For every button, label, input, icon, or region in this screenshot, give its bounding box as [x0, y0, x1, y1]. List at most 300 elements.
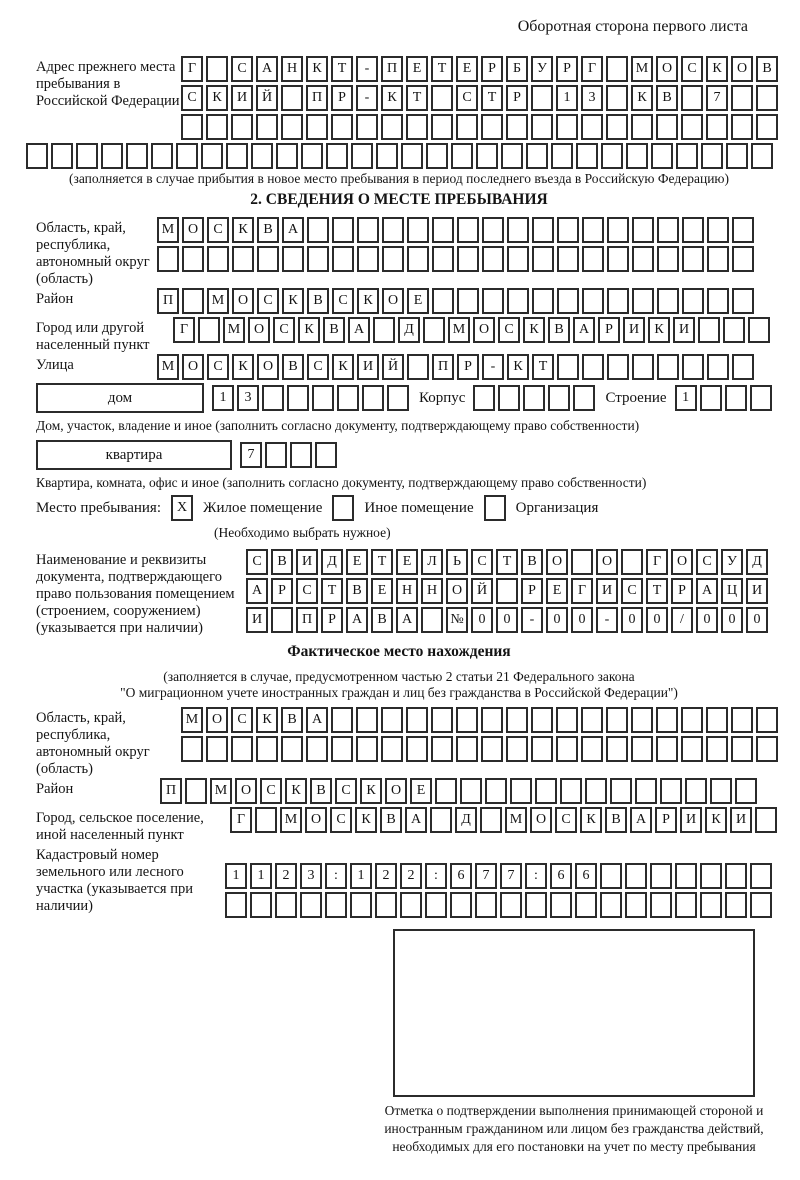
- char-cell[interactable]: И: [673, 317, 695, 343]
- char-cell[interactable]: [26, 143, 48, 169]
- char-cell[interactable]: [506, 114, 528, 140]
- char-cell[interactable]: [231, 736, 253, 762]
- char-cell[interactable]: [700, 385, 722, 411]
- char-cell[interactable]: П: [432, 354, 454, 380]
- char-cell[interactable]: [306, 114, 328, 140]
- char-cell[interactable]: [357, 217, 379, 243]
- char-cell[interactable]: 6: [575, 863, 597, 889]
- char-cell[interactable]: С: [681, 56, 703, 82]
- char-cell[interactable]: [725, 863, 747, 889]
- char-cell[interactable]: [480, 807, 502, 833]
- char-cell[interactable]: [337, 385, 359, 411]
- char-cell[interactable]: [206, 114, 228, 140]
- char-cell[interactable]: [431, 114, 453, 140]
- char-cell[interactable]: [682, 354, 704, 380]
- char-cell[interactable]: [225, 892, 247, 918]
- char-cell[interactable]: К: [206, 85, 228, 111]
- char-cell[interactable]: [432, 246, 454, 272]
- char-cell[interactable]: [460, 778, 482, 804]
- char-cell[interactable]: К: [282, 288, 304, 314]
- char-cell[interactable]: В: [310, 778, 332, 804]
- char-cell[interactable]: 6: [550, 863, 572, 889]
- char-cell[interactable]: [281, 85, 303, 111]
- char-cell[interactable]: [750, 892, 772, 918]
- char-cell[interactable]: [407, 217, 429, 243]
- char-cell[interactable]: В: [371, 607, 393, 633]
- char-cell[interactable]: Е: [396, 549, 418, 575]
- char-cell[interactable]: [255, 807, 277, 833]
- char-cell[interactable]: [287, 385, 309, 411]
- char-cell[interactable]: Р: [321, 607, 343, 633]
- char-cell[interactable]: [732, 288, 754, 314]
- char-cell[interactable]: [426, 143, 448, 169]
- char-cell[interactable]: -: [356, 56, 378, 82]
- char-cell[interactable]: [756, 85, 778, 111]
- char-cell[interactable]: [382, 246, 404, 272]
- char-cell[interactable]: О: [182, 217, 204, 243]
- char-cell[interactable]: [101, 143, 123, 169]
- char-cell[interactable]: [185, 778, 207, 804]
- char-cell[interactable]: И: [680, 807, 702, 833]
- char-cell[interactable]: [331, 736, 353, 762]
- char-cell[interactable]: [706, 114, 728, 140]
- char-cell[interactable]: [632, 354, 654, 380]
- char-cell[interactable]: [201, 143, 223, 169]
- char-cell[interactable]: [315, 442, 337, 468]
- char-cell[interactable]: П: [296, 607, 318, 633]
- char-cell[interactable]: С: [621, 578, 643, 604]
- char-cell[interactable]: Т: [331, 56, 353, 82]
- char-cell[interactable]: №: [446, 607, 468, 633]
- char-cell[interactable]: [481, 736, 503, 762]
- char-cell[interactable]: К: [232, 354, 254, 380]
- char-cell[interactable]: [531, 85, 553, 111]
- char-cell[interactable]: [350, 892, 372, 918]
- char-cell[interactable]: К: [580, 807, 602, 833]
- char-cell[interactable]: [560, 778, 582, 804]
- char-cell[interactable]: [607, 246, 629, 272]
- char-cell[interactable]: О: [257, 354, 279, 380]
- char-cell[interactable]: [707, 217, 729, 243]
- char-cell[interactable]: [660, 778, 682, 804]
- char-cell[interactable]: 0: [621, 607, 643, 633]
- char-cell[interactable]: [387, 385, 409, 411]
- char-cell[interactable]: [206, 56, 228, 82]
- char-cell[interactable]: [582, 246, 604, 272]
- char-cell[interactable]: [406, 736, 428, 762]
- char-cell[interactable]: [431, 736, 453, 762]
- char-cell[interactable]: М: [207, 288, 229, 314]
- char-cell[interactable]: [507, 288, 529, 314]
- char-cell[interactable]: В: [380, 807, 402, 833]
- char-cell[interactable]: [676, 143, 698, 169]
- char-cell[interactable]: [232, 246, 254, 272]
- char-cell[interactable]: К: [648, 317, 670, 343]
- char-cell[interactable]: [606, 56, 628, 82]
- char-cell[interactable]: 1: [556, 85, 578, 111]
- char-cell[interactable]: /: [671, 607, 693, 633]
- char-cell[interactable]: [506, 736, 528, 762]
- char-cell[interactable]: Б: [506, 56, 528, 82]
- char-cell[interactable]: [600, 892, 622, 918]
- char-cell[interactable]: Т: [371, 549, 393, 575]
- char-cell[interactable]: [473, 385, 495, 411]
- char-cell[interactable]: [151, 143, 173, 169]
- char-cell[interactable]: [485, 778, 507, 804]
- char-cell[interactable]: Ц: [721, 578, 743, 604]
- char-cell[interactable]: [532, 288, 554, 314]
- char-cell[interactable]: К: [232, 217, 254, 243]
- char-cell[interactable]: В: [271, 549, 293, 575]
- char-cell[interactable]: О: [530, 807, 552, 833]
- char-cell[interactable]: [182, 288, 204, 314]
- char-cell[interactable]: [575, 892, 597, 918]
- char-cell[interactable]: [601, 143, 623, 169]
- char-cell[interactable]: [507, 246, 529, 272]
- char-cell[interactable]: Д: [398, 317, 420, 343]
- char-cell[interactable]: [700, 863, 722, 889]
- char-cell[interactable]: К: [507, 354, 529, 380]
- char-cell[interactable]: [731, 707, 753, 733]
- char-cell[interactable]: 3: [300, 863, 322, 889]
- char-cell[interactable]: А: [282, 217, 304, 243]
- char-cell[interactable]: [265, 442, 287, 468]
- char-cell[interactable]: [707, 288, 729, 314]
- char-cell[interactable]: У: [531, 56, 553, 82]
- char-cell[interactable]: [756, 707, 778, 733]
- char-cell[interactable]: О: [305, 807, 327, 833]
- char-cell[interactable]: [276, 143, 298, 169]
- char-cell[interactable]: [207, 246, 229, 272]
- char-cell[interactable]: В: [656, 85, 678, 111]
- char-cell[interactable]: В: [548, 317, 570, 343]
- char-cell[interactable]: [435, 778, 457, 804]
- char-cell[interactable]: 7: [240, 442, 262, 468]
- char-cell[interactable]: [707, 354, 729, 380]
- char-cell[interactable]: К: [381, 85, 403, 111]
- char-cell[interactable]: [751, 143, 773, 169]
- char-cell[interactable]: Т: [496, 549, 518, 575]
- char-cell[interactable]: П: [381, 56, 403, 82]
- char-cell[interactable]: В: [282, 354, 304, 380]
- char-cell[interactable]: [457, 246, 479, 272]
- char-cell[interactable]: В: [307, 288, 329, 314]
- char-cell[interactable]: А: [405, 807, 427, 833]
- char-cell[interactable]: [432, 217, 454, 243]
- char-cell[interactable]: С: [296, 578, 318, 604]
- char-cell[interactable]: Д: [321, 549, 343, 575]
- char-cell[interactable]: 1: [212, 385, 234, 411]
- char-cell[interactable]: [262, 385, 284, 411]
- char-cell[interactable]: С: [555, 807, 577, 833]
- char-cell[interactable]: [281, 736, 303, 762]
- char-cell[interactable]: [731, 736, 753, 762]
- char-cell[interactable]: И: [246, 607, 268, 633]
- char-cell[interactable]: [182, 246, 204, 272]
- char-cell[interactable]: О: [382, 288, 404, 314]
- char-cell[interactable]: А: [256, 56, 278, 82]
- char-cell[interactable]: М: [157, 354, 179, 380]
- char-cell[interactable]: [682, 288, 704, 314]
- checkbox-organization[interactable]: [484, 495, 506, 521]
- char-cell[interactable]: [401, 143, 423, 169]
- char-cell[interactable]: И: [730, 807, 752, 833]
- char-cell[interactable]: [523, 385, 545, 411]
- char-cell[interactable]: [381, 707, 403, 733]
- char-cell[interactable]: [625, 863, 647, 889]
- char-cell[interactable]: [626, 143, 648, 169]
- char-cell[interactable]: В: [756, 56, 778, 82]
- char-cell[interactable]: М: [448, 317, 470, 343]
- char-cell[interactable]: И: [746, 578, 768, 604]
- char-cell[interactable]: М: [280, 807, 302, 833]
- char-cell[interactable]: Г: [181, 56, 203, 82]
- char-cell[interactable]: [251, 143, 273, 169]
- char-cell[interactable]: Й: [471, 578, 493, 604]
- char-cell[interactable]: Д: [746, 549, 768, 575]
- char-cell[interactable]: [506, 707, 528, 733]
- char-cell[interactable]: [606, 736, 628, 762]
- char-cell[interactable]: В: [281, 707, 303, 733]
- char-cell[interactable]: М: [181, 707, 203, 733]
- char-cell[interactable]: С: [181, 85, 203, 111]
- char-cell[interactable]: В: [521, 549, 543, 575]
- char-cell[interactable]: [656, 736, 678, 762]
- char-cell[interactable]: С: [307, 354, 329, 380]
- char-cell[interactable]: 0: [496, 607, 518, 633]
- char-cell[interactable]: С: [335, 778, 357, 804]
- char-cell[interactable]: М: [223, 317, 245, 343]
- char-cell[interactable]: С: [332, 288, 354, 314]
- char-cell[interactable]: К: [706, 56, 728, 82]
- char-cell[interactable]: О: [671, 549, 693, 575]
- char-cell[interactable]: 0: [471, 607, 493, 633]
- char-cell[interactable]: А: [306, 707, 328, 733]
- char-cell[interactable]: [307, 217, 329, 243]
- char-cell[interactable]: А: [346, 607, 368, 633]
- char-cell[interactable]: :: [425, 863, 447, 889]
- char-cell[interactable]: Г: [646, 549, 668, 575]
- char-cell[interactable]: [475, 892, 497, 918]
- char-cell[interactable]: У: [721, 549, 743, 575]
- char-cell[interactable]: [675, 863, 697, 889]
- char-cell[interactable]: С: [456, 85, 478, 111]
- char-cell[interactable]: 7: [500, 863, 522, 889]
- char-cell[interactable]: М: [631, 56, 653, 82]
- char-cell[interactable]: [531, 736, 553, 762]
- char-cell[interactable]: 7: [475, 863, 497, 889]
- char-cell[interactable]: [682, 217, 704, 243]
- char-cell[interactable]: [548, 385, 570, 411]
- char-cell[interactable]: [326, 143, 348, 169]
- char-cell[interactable]: [585, 778, 607, 804]
- char-cell[interactable]: [631, 736, 653, 762]
- char-cell[interactable]: [685, 778, 707, 804]
- char-cell[interactable]: Г: [571, 578, 593, 604]
- char-cell[interactable]: [657, 354, 679, 380]
- char-cell[interactable]: 2: [375, 863, 397, 889]
- char-cell[interactable]: [357, 246, 379, 272]
- char-cell[interactable]: Г: [230, 807, 252, 833]
- char-cell[interactable]: П: [157, 288, 179, 314]
- char-cell[interactable]: И: [623, 317, 645, 343]
- char-cell[interactable]: [451, 143, 473, 169]
- char-cell[interactable]: В: [346, 578, 368, 604]
- char-cell[interactable]: К: [285, 778, 307, 804]
- char-cell[interactable]: [582, 217, 604, 243]
- char-cell[interactable]: С: [471, 549, 493, 575]
- char-cell[interactable]: [600, 863, 622, 889]
- char-cell[interactable]: О: [546, 549, 568, 575]
- char-cell[interactable]: [431, 85, 453, 111]
- char-cell[interactable]: [756, 736, 778, 762]
- char-cell[interactable]: Р: [271, 578, 293, 604]
- char-cell[interactable]: Н: [396, 578, 418, 604]
- char-cell[interactable]: [750, 863, 772, 889]
- char-cell[interactable]: С: [231, 56, 253, 82]
- char-cell[interactable]: О: [731, 56, 753, 82]
- char-cell[interactable]: [556, 114, 578, 140]
- char-cell[interactable]: [290, 442, 312, 468]
- char-cell[interactable]: [656, 114, 678, 140]
- char-cell[interactable]: [282, 246, 304, 272]
- char-cell[interactable]: [606, 707, 628, 733]
- char-cell[interactable]: [356, 736, 378, 762]
- char-cell[interactable]: [400, 892, 422, 918]
- char-cell[interactable]: [362, 385, 384, 411]
- char-cell[interactable]: [710, 778, 732, 804]
- char-cell[interactable]: [698, 317, 720, 343]
- char-cell[interactable]: [576, 143, 598, 169]
- char-cell[interactable]: [482, 246, 504, 272]
- char-cell[interactable]: [531, 114, 553, 140]
- char-cell[interactable]: [550, 892, 572, 918]
- char-cell[interactable]: [732, 246, 754, 272]
- char-cell[interactable]: [656, 707, 678, 733]
- char-cell[interactable]: [756, 114, 778, 140]
- char-cell[interactable]: [731, 85, 753, 111]
- char-cell[interactable]: [681, 736, 703, 762]
- char-cell[interactable]: 2: [275, 863, 297, 889]
- char-cell[interactable]: [482, 217, 504, 243]
- char-cell[interactable]: [635, 778, 657, 804]
- char-cell[interactable]: [301, 143, 323, 169]
- char-cell[interactable]: [551, 143, 573, 169]
- char-cell[interactable]: В: [323, 317, 345, 343]
- char-cell[interactable]: 1: [675, 385, 697, 411]
- char-cell[interactable]: [481, 707, 503, 733]
- char-cell[interactable]: 0: [696, 607, 718, 633]
- char-cell[interactable]: Р: [598, 317, 620, 343]
- char-cell[interactable]: [657, 288, 679, 314]
- char-cell[interactable]: [657, 217, 679, 243]
- char-cell[interactable]: [621, 549, 643, 575]
- char-cell[interactable]: С: [260, 778, 282, 804]
- char-cell[interactable]: Р: [506, 85, 528, 111]
- char-cell[interactable]: Е: [346, 549, 368, 575]
- char-cell[interactable]: [382, 217, 404, 243]
- char-cell[interactable]: [198, 317, 220, 343]
- char-cell[interactable]: [406, 114, 428, 140]
- char-cell[interactable]: [332, 217, 354, 243]
- char-cell[interactable]: [556, 736, 578, 762]
- char-cell[interactable]: [300, 892, 322, 918]
- char-cell[interactable]: С: [246, 549, 268, 575]
- char-cell[interactable]: [332, 246, 354, 272]
- char-cell[interactable]: Р: [671, 578, 693, 604]
- char-cell[interactable]: [126, 143, 148, 169]
- char-cell[interactable]: Л: [421, 549, 443, 575]
- char-cell[interactable]: [607, 354, 629, 380]
- char-cell[interactable]: М: [157, 217, 179, 243]
- char-cell[interactable]: [306, 736, 328, 762]
- char-cell[interactable]: П: [160, 778, 182, 804]
- char-cell[interactable]: [726, 143, 748, 169]
- char-cell[interactable]: [206, 736, 228, 762]
- char-cell[interactable]: [275, 892, 297, 918]
- char-cell[interactable]: [700, 892, 722, 918]
- char-cell[interactable]: О: [385, 778, 407, 804]
- char-cell[interactable]: [425, 892, 447, 918]
- char-cell[interactable]: Г: [173, 317, 195, 343]
- char-cell[interactable]: Е: [371, 578, 393, 604]
- char-cell[interactable]: [256, 736, 278, 762]
- char-cell[interactable]: М: [505, 807, 527, 833]
- checkbox-residential[interactable]: X: [171, 495, 193, 521]
- char-cell[interactable]: [632, 288, 654, 314]
- char-cell[interactable]: [707, 246, 729, 272]
- char-cell[interactable]: -: [356, 85, 378, 111]
- char-cell[interactable]: [701, 143, 723, 169]
- char-cell[interactable]: [457, 288, 479, 314]
- char-cell[interactable]: К: [360, 778, 382, 804]
- char-cell[interactable]: [723, 317, 745, 343]
- char-cell[interactable]: [675, 892, 697, 918]
- char-cell[interactable]: К: [355, 807, 377, 833]
- char-cell[interactable]: 1: [225, 863, 247, 889]
- char-cell[interactable]: Д: [455, 807, 477, 833]
- char-cell[interactable]: Е: [410, 778, 432, 804]
- char-cell[interactable]: [450, 892, 472, 918]
- char-cell[interactable]: [431, 707, 453, 733]
- char-cell[interactable]: Е: [407, 288, 429, 314]
- char-cell[interactable]: Е: [406, 56, 428, 82]
- char-cell[interactable]: [456, 114, 478, 140]
- char-cell[interactable]: [750, 385, 772, 411]
- char-cell[interactable]: [535, 778, 557, 804]
- char-cell[interactable]: О: [248, 317, 270, 343]
- char-cell[interactable]: Т: [481, 85, 503, 111]
- char-cell[interactable]: [423, 317, 445, 343]
- char-cell[interactable]: [281, 114, 303, 140]
- char-cell[interactable]: [682, 246, 704, 272]
- char-cell[interactable]: [482, 288, 504, 314]
- char-cell[interactable]: [381, 114, 403, 140]
- char-cell[interactable]: [571, 549, 593, 575]
- char-cell[interactable]: О: [232, 288, 254, 314]
- char-cell[interactable]: [735, 778, 757, 804]
- char-cell[interactable]: 0: [571, 607, 593, 633]
- char-cell[interactable]: 0: [646, 607, 668, 633]
- char-cell[interactable]: [226, 143, 248, 169]
- char-cell[interactable]: [651, 143, 673, 169]
- char-cell[interactable]: [307, 246, 329, 272]
- char-cell[interactable]: С: [330, 807, 352, 833]
- char-cell[interactable]: :: [325, 863, 347, 889]
- char-cell[interactable]: 6: [450, 863, 472, 889]
- char-cell[interactable]: К: [705, 807, 727, 833]
- char-cell[interactable]: Й: [382, 354, 404, 380]
